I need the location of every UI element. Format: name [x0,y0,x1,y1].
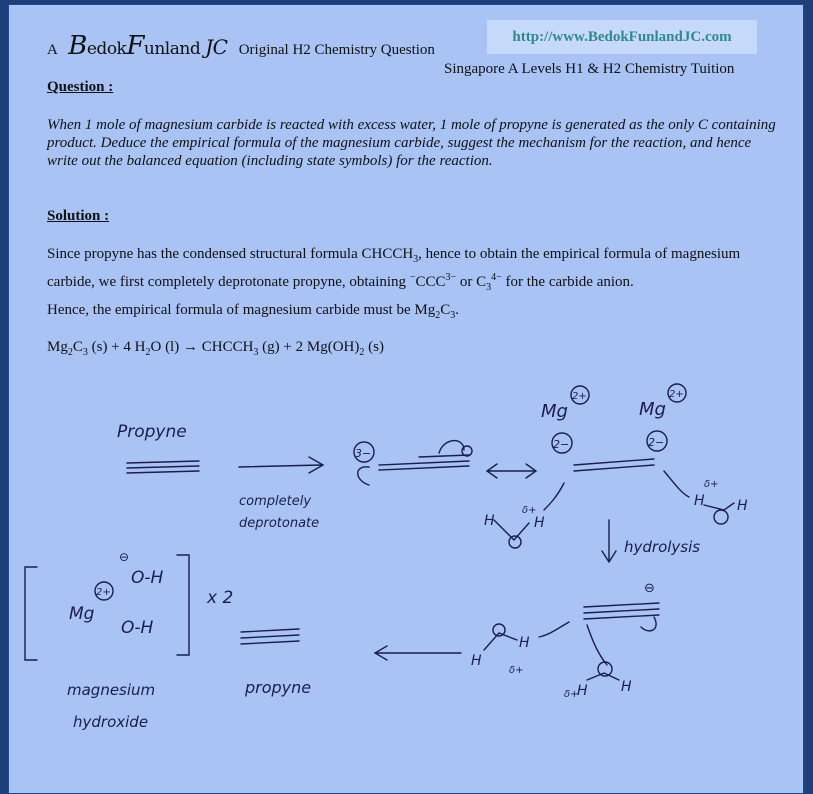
charge-2minus-b: 2− [648,436,665,449]
bracket-right [177,555,189,655]
svg-text:H: H [621,679,632,695]
deprotonate-arrow [239,457,323,473]
water-b: H [694,493,705,509]
water-c: H [471,653,482,669]
delta-plus-d: δ+ [564,689,579,700]
mg-ion-c: Mg [69,604,95,624]
propyne-bottom-label: propyne [245,678,312,697]
delta-plus-b: δ+ [704,479,719,490]
propyne-bottom-bond [241,629,299,644]
minus-a: ⊖ [644,581,655,596]
charge-2minus-a: 2− [553,438,570,451]
mechanism-diagram [9,5,805,785]
magnesium-label: magnesium [67,681,156,699]
completely-label: completely [239,494,312,509]
svg-text:H: H [737,498,748,514]
mg-ion-b: Mg [639,399,666,420]
bracket-left [25,567,37,660]
solution-paragraph-1: Since propyne has the condensed structural formula $CHCCH_3$, hence to obtain the empirical formula of magnesium carbide, we first completely deprotonate propyne, obtaining $^-CCC^{3-}$ or $C_3^{4-}$ for the carbide anion. [47,246,741,293]
mg-charge-b: 2+ [669,389,684,400]
solution-paragraph-2: Hence, the empirical formula of magnesium carbide must be $Mg_2C_3$. [47,302,459,321]
mg-charge-c: 2+ [96,587,111,598]
balanced-equation: $Mg_2C_3$ (s) + 4 $H_2O$ $(l) \to CHCCH_3$ (g) + 2 $Mg(OH)_2$ (s) [47,339,384,358]
tuition-tagline: Singapore A Levels H1 & H2 Chemistry Tuition [444,61,735,77]
hydroxide-b: O-H [121,618,154,638]
propyne-label: Propyne [117,422,187,442]
delta-plus-a: δ+ [522,505,537,516]
question-heading: Question : [47,79,114,95]
website-link[interactable]: http://www.BedokFunlandJC.com [487,20,757,54]
propyne-triple-bond [127,461,199,473]
deprotonate-label: deprotonate [239,516,320,531]
header-prefix: A [47,42,58,58]
water-d: H [577,683,588,699]
dianion-chain [544,459,689,510]
minus-b: ⊖ [119,550,130,564]
bottom-chain [539,603,659,665]
hydroxide-label: hydroxide [73,713,149,731]
delta-plus-c: δ+ [509,665,524,676]
question-text: When 1 mole of magnesium carbide is reacted with excess water, 1 mole of propyne is generated as the only C containing product. Deduce the empirical formula of the magnesium carbide, suggest the mechanism for the reaction, and hence write out the balanced equation (including state symbols) for the reaction. [47,117,776,169]
content-panel [8,4,804,794]
header-title: Original H2 Chemistry Question [238,42,435,58]
svg-text:H: H [534,515,545,531]
svg-text:H: H [519,635,530,651]
hydrolysis-arrow [602,520,616,562]
carbide-chain [358,441,472,485]
times-two: x 2 [207,588,234,608]
mg-charge-a: 2+ [572,391,587,402]
water-a: H [484,513,495,529]
charge-3minus: 3− [355,447,372,460]
brand-logo: BedokFunland JC [68,31,228,61]
reverse-arrow [375,646,461,660]
resonance-arrow [487,464,536,478]
hydrolysis-label: hydrolysis [624,538,701,556]
hydroxide-a: O-H [131,568,164,588]
solution-heading: Solution : [47,208,110,224]
mg-ion-a: Mg [541,401,568,422]
